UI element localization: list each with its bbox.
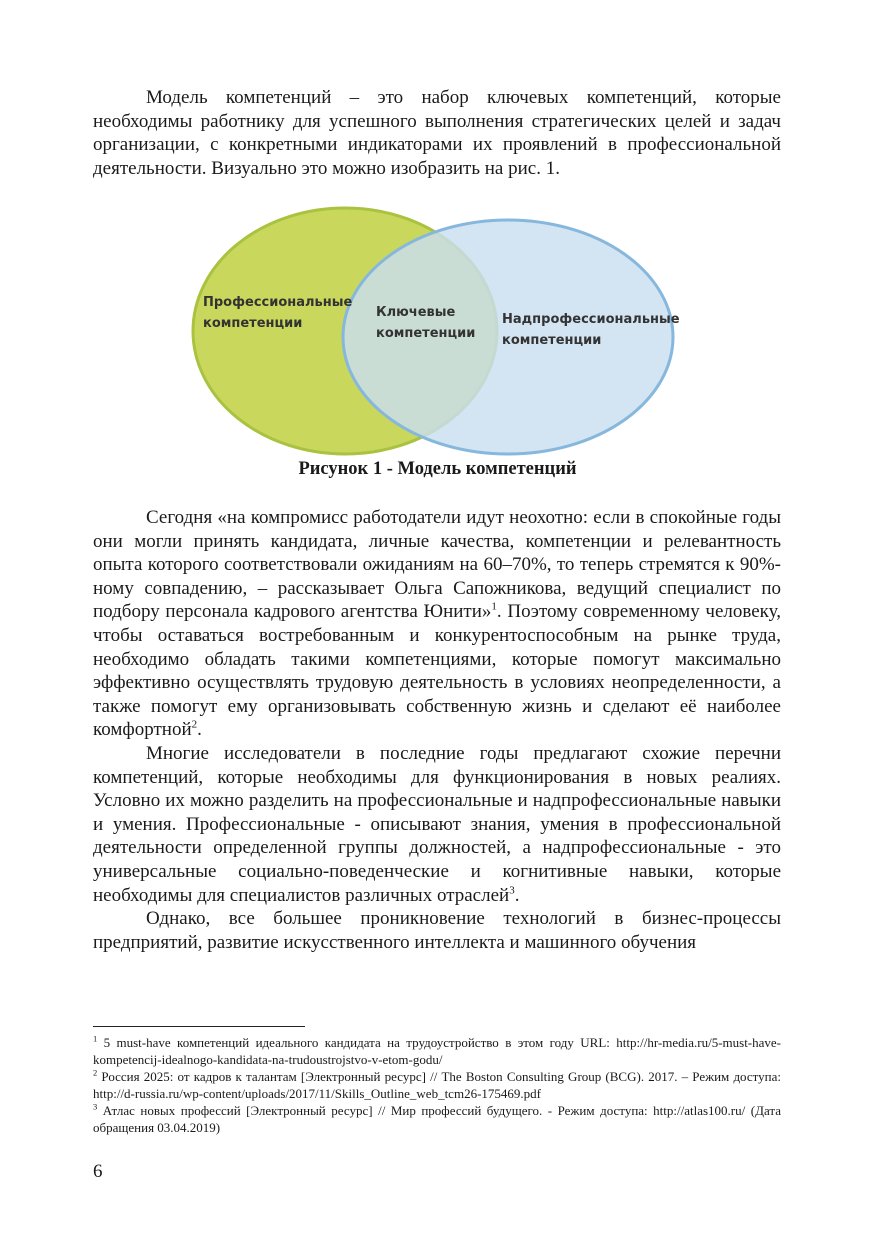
footnote-3-mark: 3: [93, 1101, 98, 1112]
footnote-1-mark: 1: [93, 1033, 98, 1044]
paragraph-researchers: [93, 742, 781, 907]
footnote-1-text: 5 must-have компетенций идеального кандидата на трудоустройство в этом году URL: http://hr-media.ru/5-must-have-kompetencij-idealnogo-kandidata-na-trudoustrojstvo-v-etom-godu/: [93, 1035, 781, 1067]
footnotes: [93, 1034, 781, 1136]
footnote-2-text: Россия 2025: от кадров к талантам [Электронный ресурс] // The Boston Consulting Group (BCG). 2017. – Режим доступа: http://d-russia.ru/wp-content/uploads/2017/11/Skills_Outline_web_tcm26-175469.pdf: [93, 1069, 781, 1101]
paragraph-competency-model: Модель компетенций – это набор ключевых компетенций, которые необходимы работнику для успешного выполнения стратегических целей и задач организации, с конкретными индикаторами их проявлений в профессиональной деятельности. Визуально это можно изобразить на рис. 1.: [93, 87, 781, 179]
paragraph-employers: [93, 506, 781, 742]
paragraph-employers-part2: . Поэтому современному человеку, чтобы оставаться востребованным и конкурентоспособным на рынке труда, необходимо обладать такими компетенциями, которые помогут максимально эффективно осуществлять трудовую деятельность в условиях неопределенности, а также помогут ему организовывать собственную жизнь и сделают её наиболее комфортной: [93, 601, 781, 741]
footnote-ref-1: 1: [491, 601, 497, 614]
footnote-2: [93, 1068, 781, 1102]
paragraph-researchers-text: Многие исследователи в последние годы предлагают схожие перечни компетенций, которые необходимы для функционирования в новых реалиях. Условно их можно разделить на профессиональные и надпрофессиональные навыки и умения. Профессиональные - описывают знания, умения в профессиональной деятельности определенной группы должностей, а надпрофессиональные - это универсальные социально-поведенческие и когнитивные навыки, которые необходимы для специалистов различных отраслей: [93, 742, 781, 906]
competency-venn-diagram: [190, 205, 680, 457]
figure-caption: Рисунок 1 - Модель компетенций: [298, 459, 577, 479]
paragraph-technology: Однако, все большее проникновение технологий в бизнес-процессы предприятий, развитие искусственного интеллекта и машинного обучения: [93, 908, 781, 953]
label-key-line1: Ключевые: [376, 305, 456, 320]
page-number: 6: [93, 1161, 103, 1182]
intro-paragraph-block: [93, 86, 781, 180]
footnote-separator: [93, 1026, 305, 1027]
label-professional-line2: компетенции: [203, 316, 303, 331]
paragraph-employers-part1: Сегодня «на компромисс работодатели идут неохотно: если в спокойные годы они могли принять кандидата, личные качества, компетенции и релевантность опыта которого соответствовали ожиданиям на 60–70%, то теперь стремятся к 90%-ному совпадению, – рассказывает Ольга Сапожникова, ведущий специалист по подбору персонала кадрового агентства Юнити»: [93, 507, 781, 623]
footnote-3: [93, 1102, 781, 1136]
footnote-ref-2: 2: [191, 719, 198, 732]
footnote-3-text: Атлас новых профессий [Электронный ресурс] // Мир профессий будущего. - Режим доступа: http://atlas100.ru/ (Дата обращения 03.04.2019): [93, 1103, 781, 1135]
paragraph-employers-end: .: [197, 719, 202, 741]
footnote-ref-3: 3: [509, 884, 515, 897]
label-key-line2: компетенции: [376, 326, 476, 341]
footnote-1: [93, 1034, 781, 1068]
label-supra-line1: Надпрофессиональные: [502, 312, 680, 327]
main-text-block: [93, 506, 781, 954]
paragraph-researchers-end: .: [514, 884, 520, 906]
label-professional-line1: Профессиональные: [203, 295, 353, 310]
footnote-2-mark: 2: [93, 1067, 98, 1078]
label-supra-line2: компетенции: [502, 333, 602, 348]
